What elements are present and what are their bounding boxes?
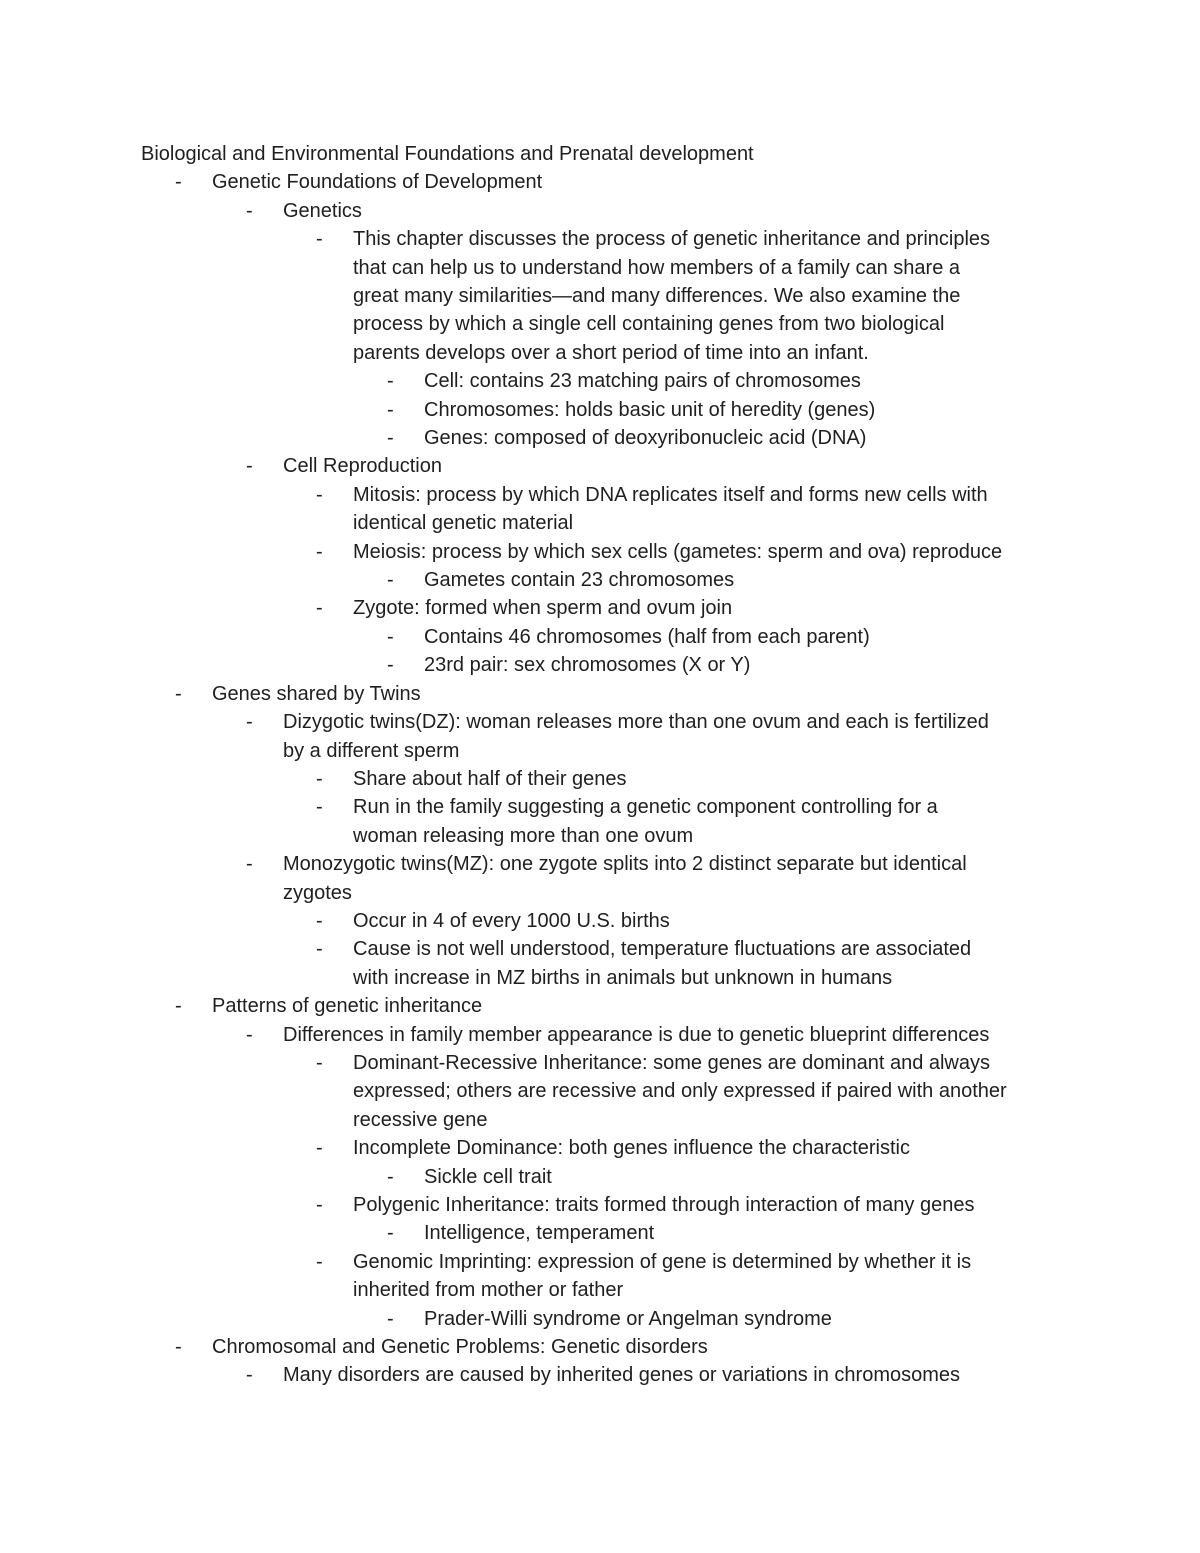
outline-item-text: Genetics: [283, 199, 362, 222]
outline-item-level-2: [0, 452, 1200, 480]
outline-item-level-2: [0, 850, 1200, 907]
outline-item-text: Monozygotic twins(MZ): one zygote splits into 2 distinct separate but identical zygotes: [283, 853, 967, 904]
bullet-dash: -: [316, 597, 323, 620]
bullet-dash: -: [387, 1165, 394, 1188]
outline-item-text: 23rd pair: sex chromosomes (X or Y): [424, 654, 751, 677]
bullet-dash: -: [246, 1364, 253, 1387]
bullet-dash: -: [246, 1023, 253, 1046]
bullet-dash: -: [316, 1137, 323, 1160]
outline-item-text: Genetic Foundations of Development: [212, 171, 543, 194]
bullet-dash: -: [175, 171, 182, 194]
outline-item-level-2: [0, 1361, 1200, 1389]
outline-item-text: Cell: contains 23 matching pairs of chromosomes: [424, 370, 861, 393]
bullet-dash: -: [387, 1222, 394, 1245]
outline-item-level-3: [0, 1049, 1200, 1134]
outline-item-text: Polygenic Inheritance: traits formed through interaction of many genes: [353, 1194, 975, 1217]
outline-item-text: Intelligence, temperament: [424, 1222, 655, 1245]
outline-item-text: Contains 46 chromosomes (half from each parent): [424, 625, 870, 648]
document-title: Biological and Environmental Foundations and Prenatal development: [141, 143, 754, 165]
bullet-dash: -: [316, 540, 323, 563]
bullet-dash: -: [316, 767, 323, 790]
bullet-dash: -: [246, 853, 253, 876]
bullet-dash: -: [387, 654, 394, 677]
outline-item-text: Prader-Willi syndrome or Angelman syndrome: [424, 1307, 832, 1330]
bullet-dash: -: [387, 398, 394, 421]
bullet-dash: -: [387, 569, 394, 592]
outline-item-level-3: [0, 225, 1200, 367]
bullet-dash: -: [316, 909, 323, 932]
outline-item-level-3: [0, 765, 1200, 793]
outline-item-level-2: [0, 1021, 1200, 1049]
outline-item-level-3: [0, 1191, 1200, 1219]
outline-item-level-2: [0, 708, 1200, 765]
outline-item-text: Dizygotic twins(DZ): woman releases more than one ovum and each is fertilized by a different sperm: [283, 711, 989, 762]
outline-item-text: Differences in family member appearance is due to genetic blueprint differences: [283, 1023, 990, 1046]
outline-item-level-4: [0, 396, 1200, 424]
outline-item-text: Sickle cell trait: [424, 1165, 552, 1188]
outline-item-text: Genomic Imprinting: expression of gene is determined by whether it is inherited from mother or father: [353, 1250, 972, 1302]
bullet-dash: -: [387, 427, 394, 450]
bullet-dash: -: [316, 1250, 323, 1273]
outline-item-text: Genes: composed of deoxyribonucleic acid (DNA): [424, 427, 867, 450]
outline-item-level-4: [0, 566, 1200, 594]
outline-item-text: Occur in 4 of every 1000 U.S. births: [353, 909, 670, 932]
outline-item-text: Incomplete Dominance: both genes influence the characteristic: [353, 1137, 910, 1160]
outline-item-text: Meiosis: process by which sex cells (gametes: sperm and ova) reproduce: [353, 540, 1003, 563]
outline-item-level-3: [0, 935, 1200, 992]
bullet-dash: -: [316, 938, 323, 961]
outline-item-level-1: [0, 680, 1200, 708]
bullet-dash: -: [316, 1194, 323, 1217]
outline-item-text: Gametes contain 23 chromosomes: [424, 569, 735, 592]
bullet-dash: -: [246, 199, 253, 222]
outline-item-level-1: [0, 168, 1200, 196]
outline-item-level-4: [0, 367, 1200, 395]
outline-item-level-2: [0, 197, 1200, 225]
outline-item-level-3: [0, 907, 1200, 935]
outline-item-level-4: [0, 1305, 1200, 1333]
outline-item-text: Mitosis: process by which DNA replicates itself and forms new cells with identical genetic material: [353, 483, 988, 535]
outline-item-level-3: [0, 481, 1200, 538]
bullet-outline: [0, 168, 1200, 1389]
outline-item-level-4: [0, 1219, 1200, 1247]
outline-item-level-3: [0, 538, 1200, 566]
bullet-dash: -: [387, 625, 394, 648]
outline-item-text: Run in the family suggesting a genetic component controlling for a woman releasing more than one ovum: [353, 796, 938, 847]
outline-item-level-1: [0, 1333, 1200, 1361]
outline-item-level-3: [0, 793, 1200, 850]
bullet-dash: -: [246, 711, 253, 734]
outline-item-text: Patterns of genetic inheritance: [212, 995, 483, 1018]
bullet-dash: -: [316, 796, 323, 819]
outline-item-level-1: [0, 992, 1200, 1020]
bullet-dash: -: [316, 483, 323, 506]
outline-item-level-3: [0, 1134, 1200, 1162]
bullet-dash: -: [387, 1307, 394, 1330]
bullet-dash: -: [175, 682, 182, 705]
outline-item-text: Chromosomal and Genetic Problems: Genetic disorders: [212, 1336, 708, 1359]
outline-item-level-3: [0, 1248, 1200, 1305]
outline-item-text: Cell Reproduction: [283, 455, 442, 478]
outline-item-level-4: [0, 1163, 1200, 1191]
outline-item-level-3: [0, 594, 1200, 622]
bullet-dash: -: [316, 228, 323, 251]
bullet-dash: -: [316, 1051, 323, 1074]
outline-item-text: Genes shared by Twins: [212, 682, 421, 705]
outline-item-level-4: [0, 623, 1200, 651]
bullet-dash: -: [387, 370, 394, 393]
outline-item-level-4: [0, 424, 1200, 452]
outline-item-text: Share about half of their genes: [353, 767, 627, 790]
outline-item-text: This chapter discusses the process of genetic inheritance and principles that can help us to understand how members of a family can share a great many similarities—and many differences. We also examine the process by which a single cell containing genes from two biological parents develops over a short period of time into an infant.: [353, 228, 991, 364]
outline-item-level-4: [0, 651, 1200, 679]
outline-item-text: Dominant-Recessive Inheritance: some genes are dominant and always expressed; others are recessive and only expressed if paired with another recessive gene: [353, 1051, 1007, 1131]
outline-item-text: Cause is not well understood, temperature fluctuations are associated with increase in MZ births in animals but unknown in humans: [353, 938, 972, 989]
bullet-dash: -: [175, 1336, 182, 1359]
outline-item-text: Zygote: formed when sperm and ovum join: [353, 597, 733, 620]
bullet-dash: -: [246, 455, 253, 478]
outline-item-text: Many disorders are caused by inherited genes or variations in chromosomes: [283, 1364, 961, 1387]
bullet-dash: -: [175, 995, 182, 1018]
outline-item-text: Chromosomes: holds basic unit of heredity (genes): [424, 398, 876, 421]
